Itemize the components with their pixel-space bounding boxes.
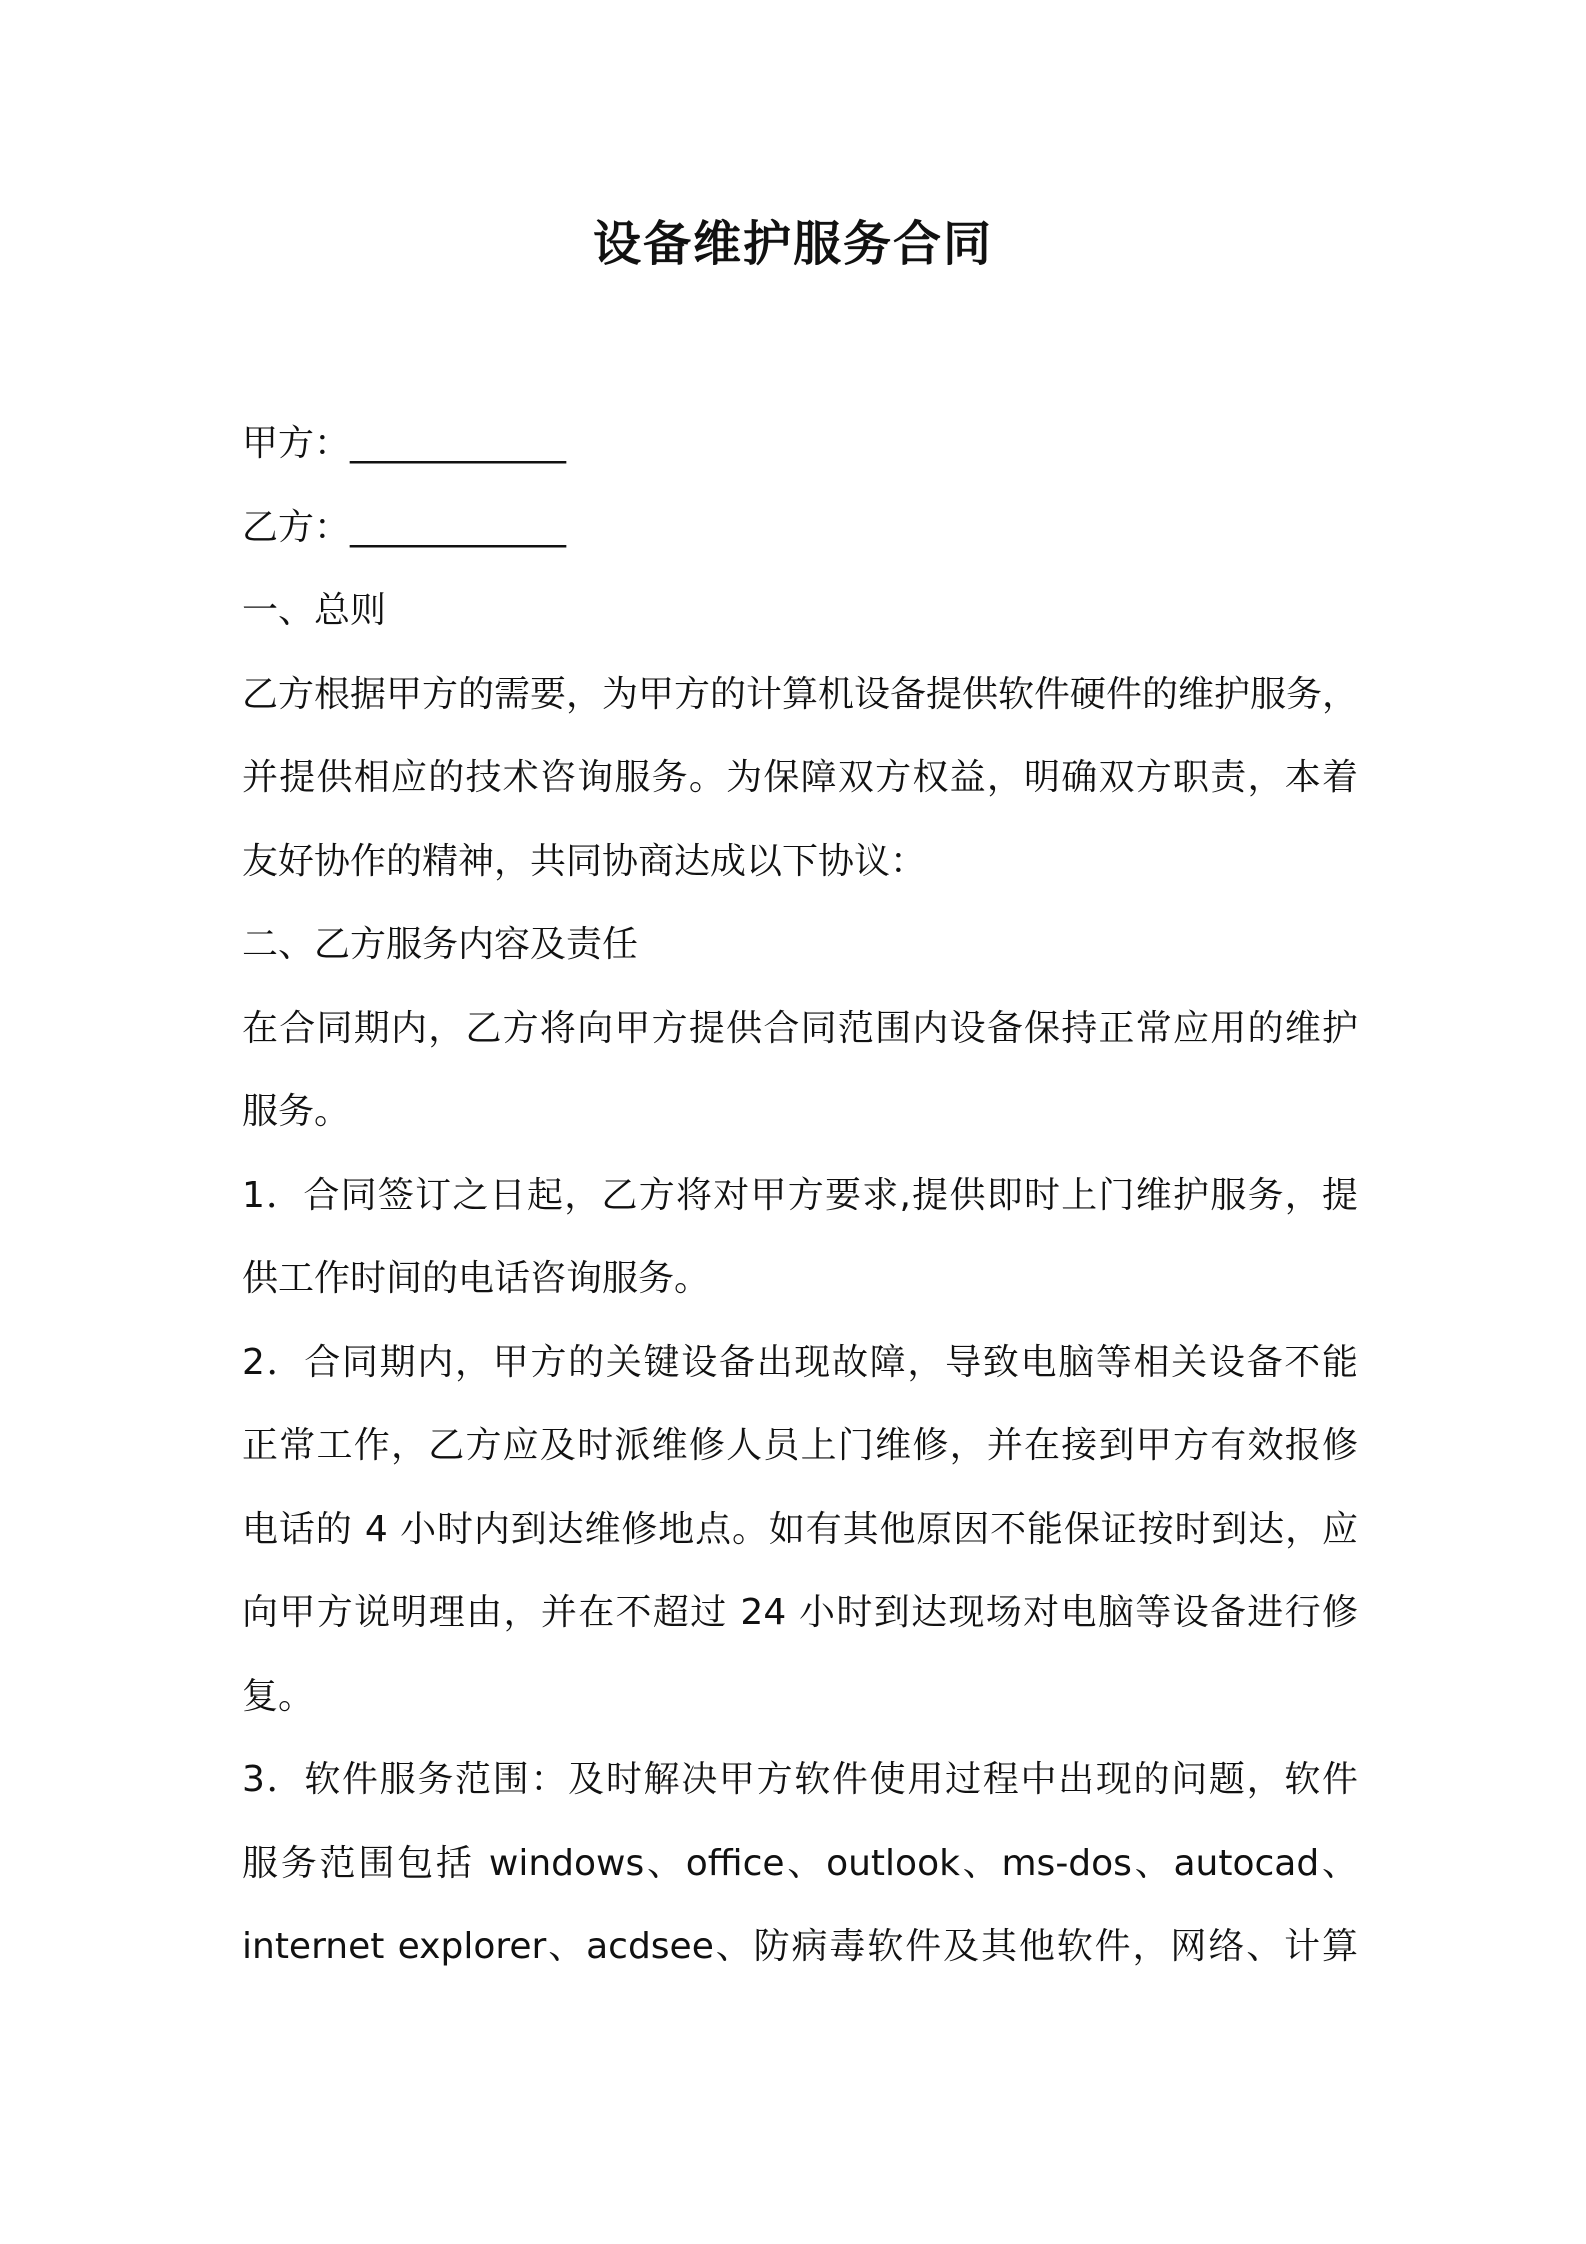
party-a-line: 甲方：____________: [242, 423, 567, 464]
document-body: [242, 402, 1358, 1989]
document-title: 设备维护服务合同: [592, 216, 993, 272]
paragraph-line: 乙方根据甲方的需要，为甲方的计算机设备提供软件硬件的维护服务，: [242, 673, 1359, 715]
clause-2-line: 正常工作，乙方应及时派维修人员上门维修，并在接到甲方有效报修: [242, 1425, 1358, 1466]
paragraph-line: 友好协作的精神，共同协商达成以下协议：: [242, 840, 927, 882]
clause-3-line: internet explorer、acdsee、防病毒软件及其他软件，网络、计算: [242, 1926, 1358, 1967]
section-heading-general: 一、总则: [242, 590, 387, 631]
clause-2-line: 2．合同期内，甲方的关键设备出现故障，导致电脑等相关设备不能: [242, 1341, 1358, 1383]
clause-2-line: 向甲方说明理由，并在不超过 24 小时到达现场对电脑等设备进行修: [242, 1592, 1358, 1633]
party-b-line: 乙方：____________: [242, 506, 567, 548]
clause-1-line: 1．合同签订之日起，乙方将对甲方要求,提供即时上门维护服务，提: [242, 1174, 1358, 1216]
clause-1-line: 供工作时间的电话咨询服务。: [242, 1258, 711, 1299]
clause-3-line: 3．软件服务范围：及时解决甲方软件使用过程中出现的问题，软件: [242, 1759, 1358, 1800]
paragraph-line: 在合同期内，乙方将向甲方提供合同范围内设备保持正常应用的维护: [242, 1007, 1358, 1049]
section-heading-services: 二、乙方服务内容及责任: [242, 924, 639, 965]
paragraph-line: 服务。: [242, 1091, 351, 1132]
clause-3-line: 服务范围包括 windows、office、outlook、ms-dos、autocad、: [242, 1842, 1358, 1884]
clause-2-line: 电话的 4 小时内到达维修地点。如有其他原因不能保证按时到达，应: [242, 1508, 1358, 1550]
clause-2-line: 复。: [242, 1675, 315, 1717]
paragraph-line: 并提供相应的技术咨询服务。为保障双方权益，明确双方职责，本着: [242, 757, 1358, 798]
